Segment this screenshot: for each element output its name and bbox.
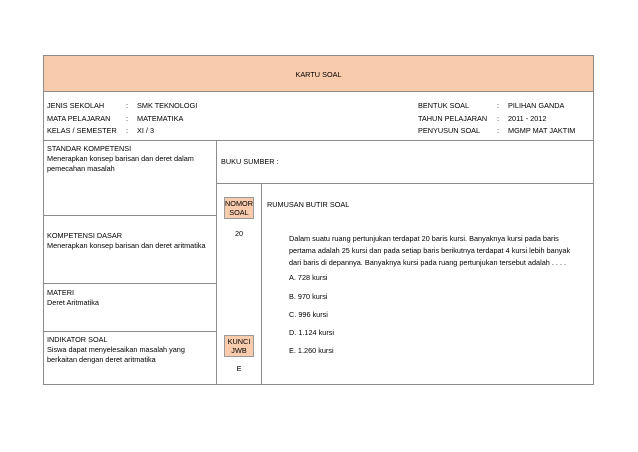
question-text-line: dari baris di depannya. Banyaknya kursi pada ruang pertunjukan tersebut adalah . . . . — [289, 258, 567, 267]
left-row-divider — [43, 331, 216, 332]
info-value-jenis-sekolah: SMK TEKNOLOGI — [137, 101, 198, 110]
kunci-jawaban-value: E — [236, 364, 242, 373]
info-value-kelas-semester: XI / 3 — [137, 126, 155, 135]
materi-heading: MATERI — [47, 288, 75, 297]
answer-option-b: B. 970 kursi — [289, 292, 328, 301]
kompetensi-dasar-heading: KOMPETENSI DASAR — [47, 231, 123, 240]
rumusan-butir-soal-heading: RUMUSAN BUTIR SOAL — [267, 200, 350, 209]
standar-kompetensi-text: Menerapkan konsep barisan dan deret dalam pemecahan masalah — [47, 154, 194, 173]
info-sep: : — [126, 126, 129, 135]
answer-option-d: D. 1.124 kursi — [289, 328, 335, 337]
info-value-mata-pelajaran: MATEMATIKA — [137, 114, 184, 123]
indikator-soal-text: Siswa dapat menyelesaikan masalah yang — [47, 345, 185, 354]
answer-option-c: C. 996 kursi — [289, 310, 328, 319]
kompetensi-dasar-text: Menerapkan konsep barisan dan deret aritmatika — [47, 241, 206, 250]
info-sep: : — [497, 126, 500, 135]
question-text-line: Dalam suatu ruang pertunjukan terdapat 20 baris kursi. Banyaknya kursi pada baris — [289, 234, 559, 243]
info-sep: : — [126, 101, 129, 110]
left-row-divider — [43, 215, 216, 216]
info-label-penyusun-soal: PENYUSUN SOAL — [418, 126, 481, 135]
answer-option-e: E. 1.260 kursi — [289, 346, 334, 355]
nomor-column-divider — [261, 183, 262, 385]
info-value-tahun-pelajaran: 2011 - 2012 — [508, 114, 547, 123]
info-label-bentuk-soal: BENTUK SOAL — [418, 101, 470, 110]
info-label-tahun-pelajaran: TAHUN PELAJARAN — [418, 114, 488, 123]
left-row-divider — [43, 283, 216, 284]
info-sep: : — [497, 114, 500, 123]
kunci-jawaban-label: JWB — [231, 346, 247, 355]
nomor-soal-label: SOAL — [229, 208, 249, 217]
materi-text: Deret Aritmatika — [47, 298, 99, 307]
buku-sumber-divider — [216, 183, 594, 184]
kunci-jawaban-label: KUNCI — [227, 337, 251, 346]
question-text-line: pertama adalah 25 kursi dan pada setiap baris berikutnya terdapat 4 kursi lebih banyak — [289, 246, 571, 255]
left-column-divider — [216, 140, 217, 385]
info-sep: : — [126, 114, 129, 123]
card-title: KARTU SOAL — [295, 70, 342, 79]
nomor-soal-value: 20 — [234, 229, 244, 238]
buku-sumber-label: BUKU SUMBER : — [221, 157, 279, 166]
info-value-penyusun-soal: MGMP MAT JAKTIM — [508, 126, 576, 135]
info-divider — [43, 140, 594, 141]
info-label-mata-pelajaran: MATA PELAJARAN — [47, 114, 111, 123]
info-value-bentuk-soal: PILIHAN GANDA — [508, 101, 565, 110]
indikator-soal-text: berkaitan dengan deret aritmatika — [47, 355, 156, 364]
info-sep: : — [497, 101, 500, 110]
standar-kompetensi-heading: STANDAR KOMPETENSI — [47, 144, 132, 153]
info-label-kelas-semester: KELAS / SEMESTER — [47, 126, 117, 135]
info-label-jenis-sekolah: JENIS SEKOLAH — [47, 101, 105, 110]
nomor-soal-label: NOMOR — [225, 199, 253, 208]
answer-option-a: A. 728 kursi — [289, 273, 328, 282]
indikator-soal-heading: INDIKATOR SOAL — [47, 335, 108, 344]
